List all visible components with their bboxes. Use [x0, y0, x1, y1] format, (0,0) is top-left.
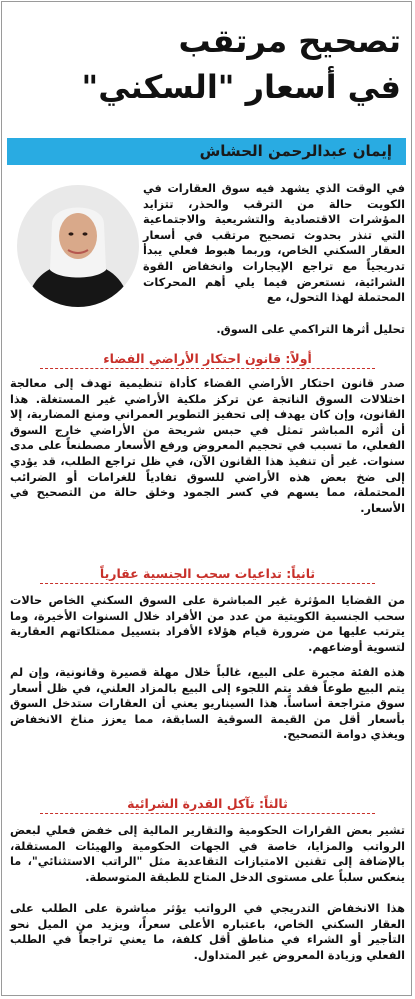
author-portrait	[16, 184, 140, 308]
intro-paragraph-tail: تحليل أثرها التراكمي على السوق.	[216, 323, 405, 336]
section-divider-2	[40, 583, 375, 585]
section-heading-3: ثالثاً: تآكل القدرة الشرائية	[127, 796, 288, 811]
section-heading-2: ثانياً: تداعيات سحب الجنسية عقارياً	[99, 566, 316, 581]
title-line-2: في أسعار "السكني"	[81, 68, 401, 106]
section-2-paragraph-1: من القضايا المؤثرة غير المباشرة على السوق السكني الخاص حالات سحب الجنسية الكويتية من عدد من الأفراد خلال السنوات الأخيرة، وما يترتب عليها من ضرورة قيام هؤلاء الأفراد بتسييل ممتلكاتهم العقارية لتسوية أوضاعهم.	[10, 594, 405, 654]
section-3-paragraph-2: هذا الانخفاض التدريجي في الرواتب يؤثر مباشرة على الطلب على العقار السكني الخاص، باعتباره الأعلى سعراً، ويزيد من الميل نحو التأجير أو الشراء في مناطق أقل كلفة، ما يعني تراجعاً في الطلب الفعلي وزيادة المعروض غير المتداول.	[10, 902, 405, 962]
section-2-paragraph-2: هذه الفئة مجبرة على البيع، غالباً خلال مهلة قصيرة وقانونية، وإن لم يتم البيع طوعاً فقد يتم اللجوء إلى البيع بالمزاد العلني، في ظل أسعار سوق متراجعة أساساً. هذا السيناريو يعني أن العقارات ستدخل السوق بأسعار أقل من القيمة السوقية السابقة، مما يعزز مناخ الانخفاض ويغذي دوامة التصحيح.	[10, 666, 405, 742]
section-heading-1: أولاً: قانون احتكار الأراضي الفضاء	[103, 351, 312, 366]
intro-paragraph: في الوقت الذي يشهد فيه سوق العقارات في الكويت حالة من الترقب والحذر، تتزايد المؤشرات الاقتصادية والتشريعية والاجتماعية التي تنذر بحدوث تصحيح مرتقب في أسعار العقار السكني الخاص، وربما هبوط فعلي يبدأ تدريجياً مع تراجع الإيجارات وانخفاض القوة الشرائية، نستعرض فيما يلي أهم المحركات المحتملة لهذا التحول، مع	[143, 182, 405, 305]
article-title	[61, 18, 401, 110]
section-3-paragraph-1: تشير بعض القرارات الحكومية والتقارير المالية إلى خفض فعلي لبعض الرواتب والمزايا، خاصة في الجهات الحكومية والهيئات المستقلة، بالإضافة إلى تقنين الامتيازات التقاعدية مثل "الراتب الاستثنائي"، ما ينعكس سلباً على مستوى الدخل المتاح للطبقة المتوسطة.	[10, 824, 405, 884]
section-divider-3	[40, 813, 375, 815]
section-1-paragraph: صدر قانون احتكار الأراضي الفضاء كأداة تنظيمية تهدف إلى معالجة اختلالات السوق الناتجة عن تركز ملكية الأراضي غير المستغلة. هذا القانون، وإن كان يهدف إلى تحفيز التطوير العمراني ومنع المضاربة، إلا أن أثره المباشر تمثل في حبس شريحة من الأراضي خارج السوق الفعلي، ما تسبب في تحجيم المعروض ورفع الأسعار مصطنعاً على مدى سنوات. غير أن تنفيذ هذا القانون الآن، في ظل تراجع الطلب، قد يؤدي إلى ضخ بعض هذه الأراضي للسوق تفادياً للغرامات أو الضرائب المحتملة، مما يسهم في كسر الجمود وخلق حالة من التصحيح في الأسعار.	[10, 377, 405, 515]
section-divider-1	[40, 368, 375, 370]
title-line-1: تصحيح مرتقب	[178, 22, 401, 60]
author-byline: إيمان عبدالرحمن الحشاش	[7, 138, 406, 165]
